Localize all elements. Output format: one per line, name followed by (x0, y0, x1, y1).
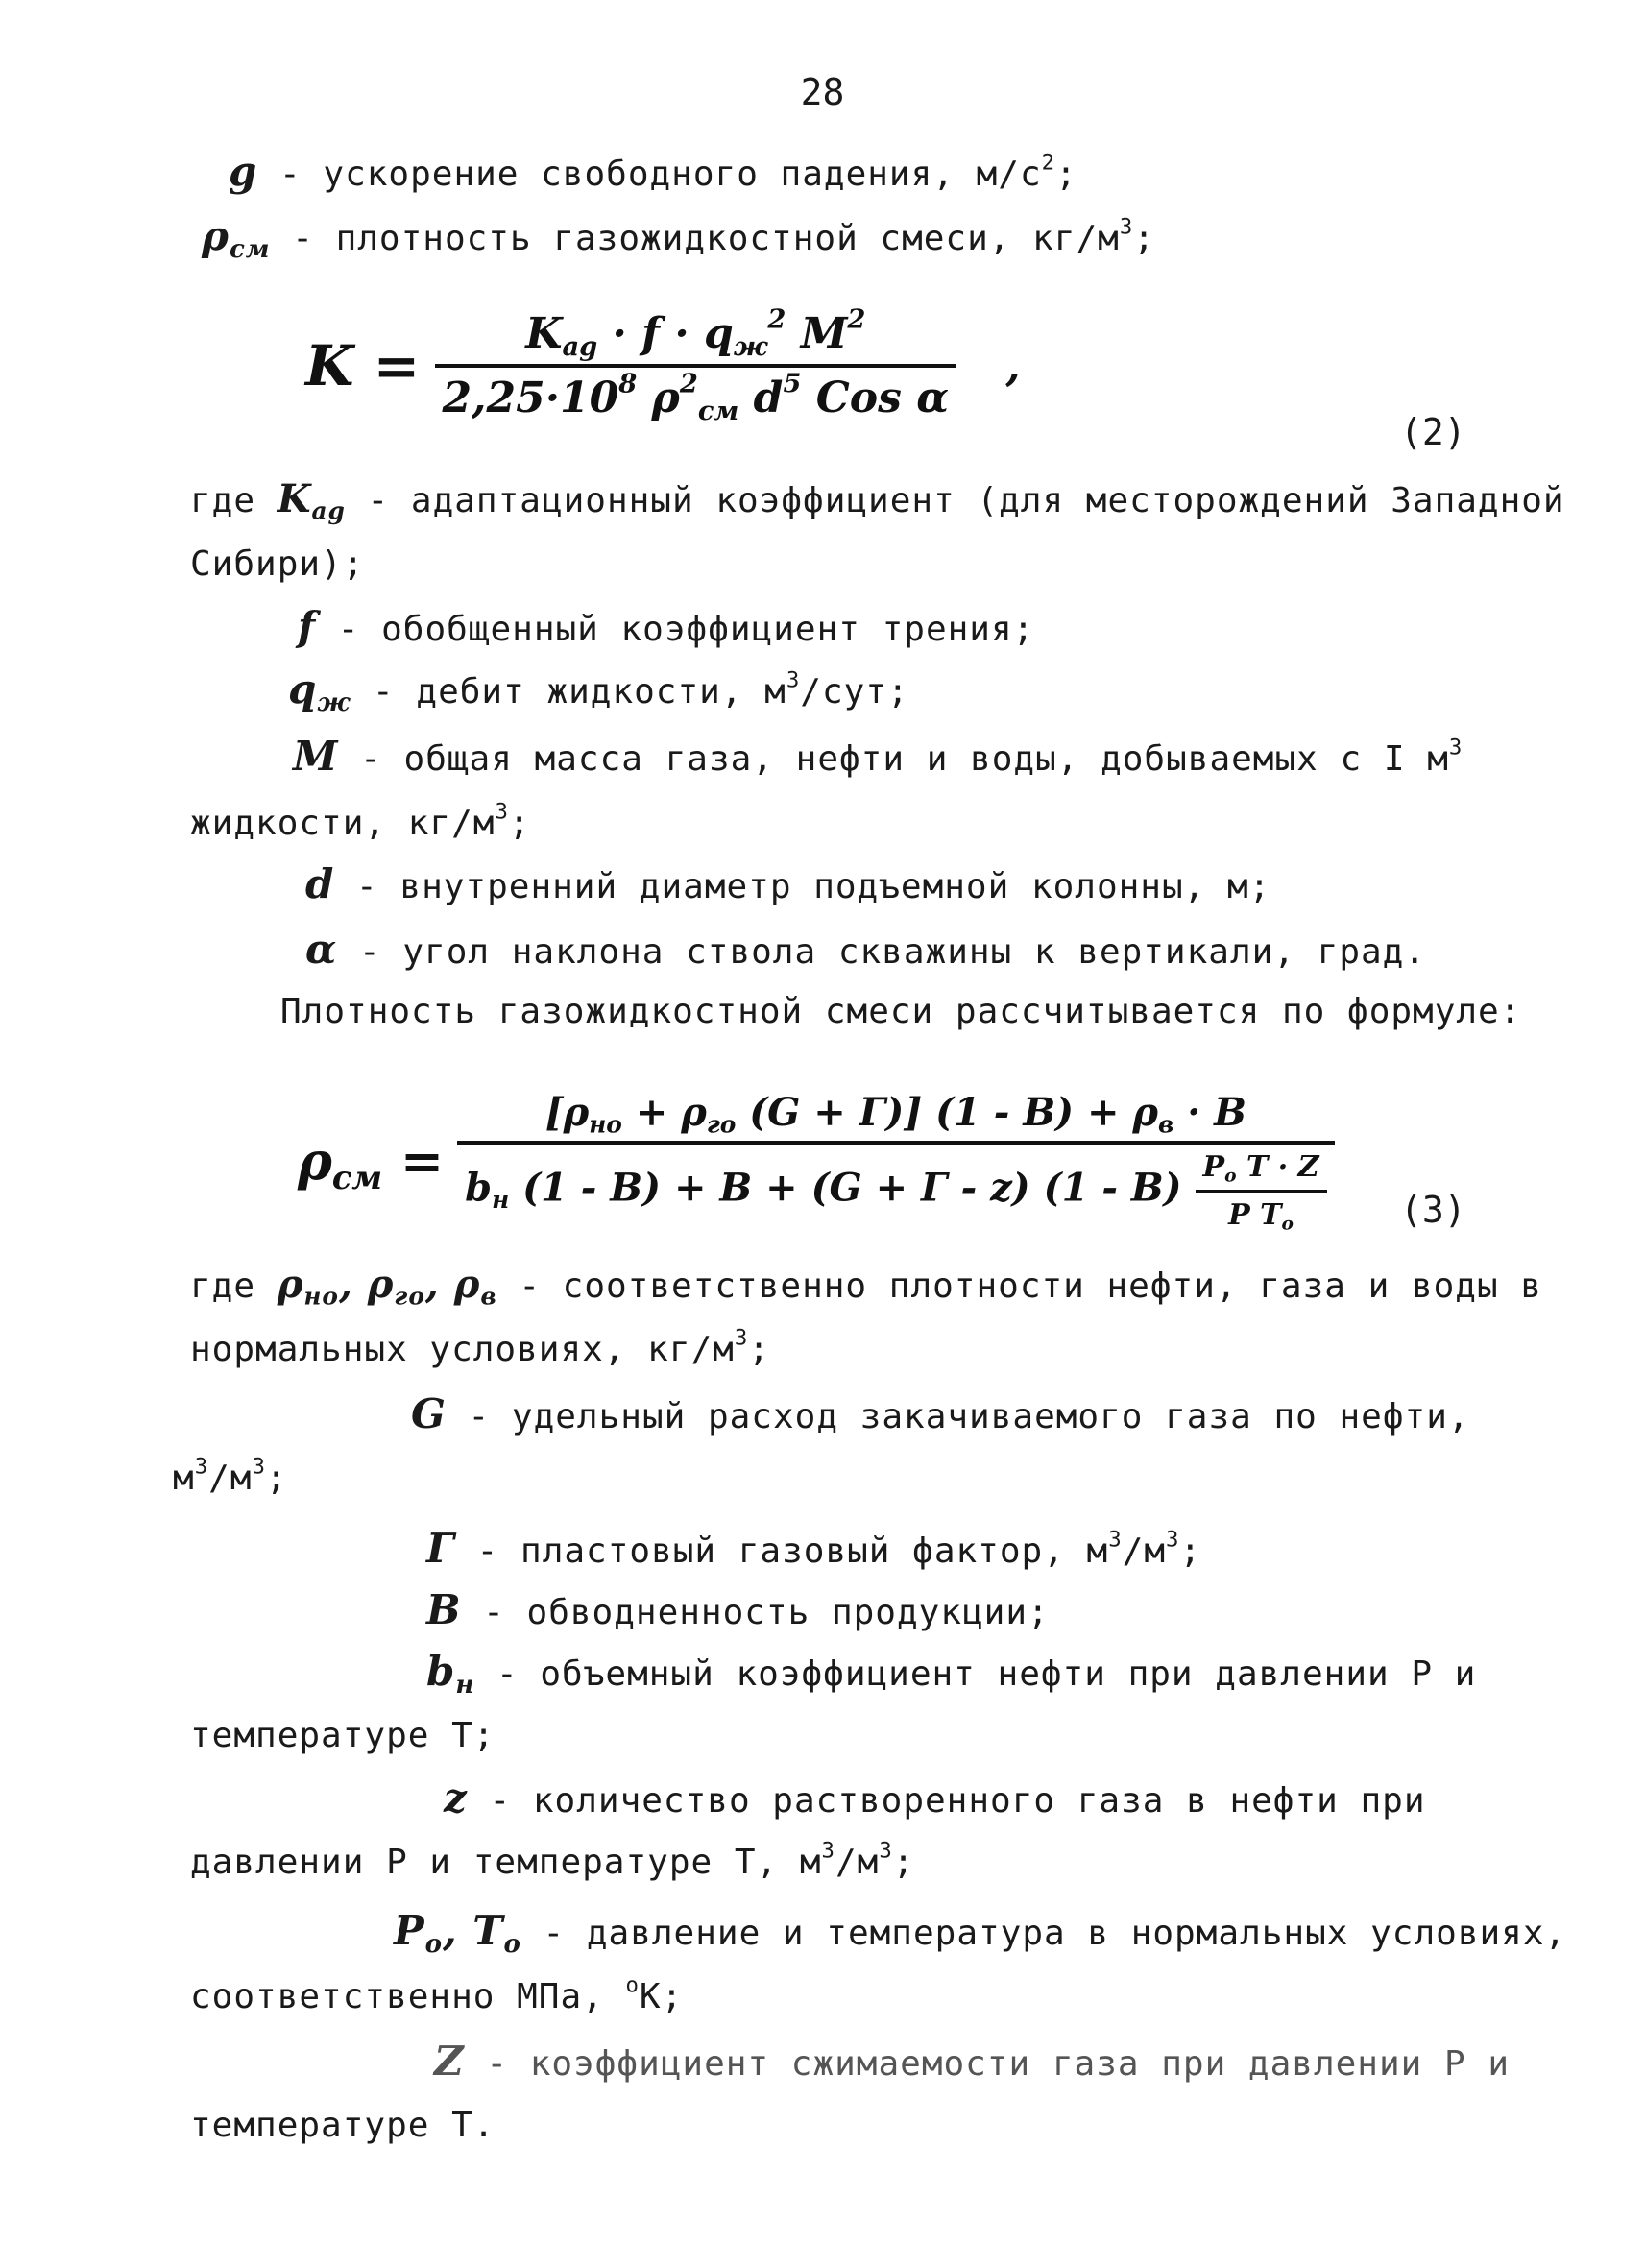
formula-2-lhs: K = (305, 333, 421, 398)
formula-2-comma: , (1005, 341, 1021, 391)
formula-2-fraction (435, 303, 957, 427)
where-densities-cont: нормальных условиях, $кг/м^3$; (190, 1325, 770, 1369)
definition-g-gas: G - удельный расход закачиваемого газа по нефти, (411, 1390, 1470, 1437)
definition-z-cont: давлении P и температуре T, $м^3/м^3$; (190, 1838, 915, 1882)
definition-rho-sm: $\rho_{см}$ - плотность газожидкостной смеси, $кг/м^3$; (202, 212, 1155, 264)
formula-2 (305, 303, 1021, 427)
definition-f: f - обобщенный коэффициент трения; (298, 603, 1035, 650)
formula-3-fraction (457, 1090, 1334, 1235)
symbol-densities: $\rho_{но}$, $\rho_{го}$, $\rho_в$ (277, 1262, 497, 1311)
formula-3-numerator: [$\rho_{но} + \rho_{го}$ (G + Г)] $(1 - B) + \rho_в \cdot B$ (457, 1090, 1334, 1145)
formula-3 (298, 1090, 1335, 1235)
definition-p0-t0-cont: соответственно МПа, $^o$К; (190, 1972, 684, 2016)
definition-bn-cont: температуре T; (190, 1716, 496, 1755)
where-kag-cont: Сибири); (190, 544, 365, 584)
page-number: 28 (800, 71, 845, 113)
definition-g: g - ускорение свободного падения, $м/с^2$; (229, 148, 1077, 195)
formula-3-lhs: $\rho_{см}$ = (298, 1130, 445, 1197)
definition-p0-t0: $P_o$, $T_o$ - давление и температура в нормальных условиях, (394, 1907, 1567, 1959)
definition-q-zh: $q_ж$ - дебит жидкости, $м^3$/сут; (288, 665, 909, 717)
where-kag-line: где $K_{ag}$ - адаптационный коэффициент (для месторождений Западной (190, 476, 1565, 525)
equation-number-2: (2) (1400, 411, 1466, 453)
symbol-g: g (229, 148, 258, 195)
formula-2-numerator: $K_{ag} \cdot f \cdot q_ж^2$ $M^2$ (435, 309, 957, 368)
where-densities-line: где $\rho_{но}$, $\rho_{го}$, $\rho_в$ - соответственно плотности нефти, газа и воды в (190, 1262, 1542, 1311)
formula-3-denominator: $b_н$ (1 - B) + B + (G + Г - z) (1 - B) $\frac{P_o T \cdot Z}{P T_o}$ (457, 1145, 1334, 1232)
definition-zz: Z - коэффициент сжимаемости газа при давлении P и (434, 2038, 1511, 2085)
symbol-rho-sm: $\rho_{см}$ (202, 212, 271, 264)
definition-z: z - количество растворенного газа в нефти при (444, 1774, 1426, 1822)
formula-3-inner-fraction: $\frac{P_o T \cdot Z}{P T_o}$ (1196, 1150, 1327, 1232)
formula-2-denominator: $2,25\cdot 10^8$ $\rho^2_{см}$ $d^5$ Cos α (442, 368, 950, 427)
definition-zz-cont: температуре T. (190, 2106, 496, 2145)
definition-bn: $b_н$ - объемный коэффициент нефти при давлении P и (426, 1648, 1477, 1700)
definition-gamma: Г - пластовый газовый фактор, $м^3/м^3$; (426, 1525, 1202, 1572)
definition-b: B - обводненность продукции; (426, 1586, 1050, 1633)
formula-3-intro: Плотность газожидкостной смеси рассчитывается по формуле: (280, 992, 1522, 1031)
definition-g-gas-cont: $м^3/м^3$; (173, 1454, 288, 1498)
symbol-kag: $K_{ag}$ (277, 476, 346, 525)
definition-m: M - общая масса газа, нефти и воды, добываемых с I $м^3$ (293, 733, 1464, 780)
equation-number-3: (3) (1400, 1189, 1466, 1231)
definition-d: d - внутренний диаметр подъемной колонны, м; (305, 860, 1271, 907)
definition-alpha: α - угол наклона ствола скважины к вертикали, град. (305, 926, 1427, 973)
definition-m-cont: жидкости, $кг/м^3$; (190, 799, 531, 843)
